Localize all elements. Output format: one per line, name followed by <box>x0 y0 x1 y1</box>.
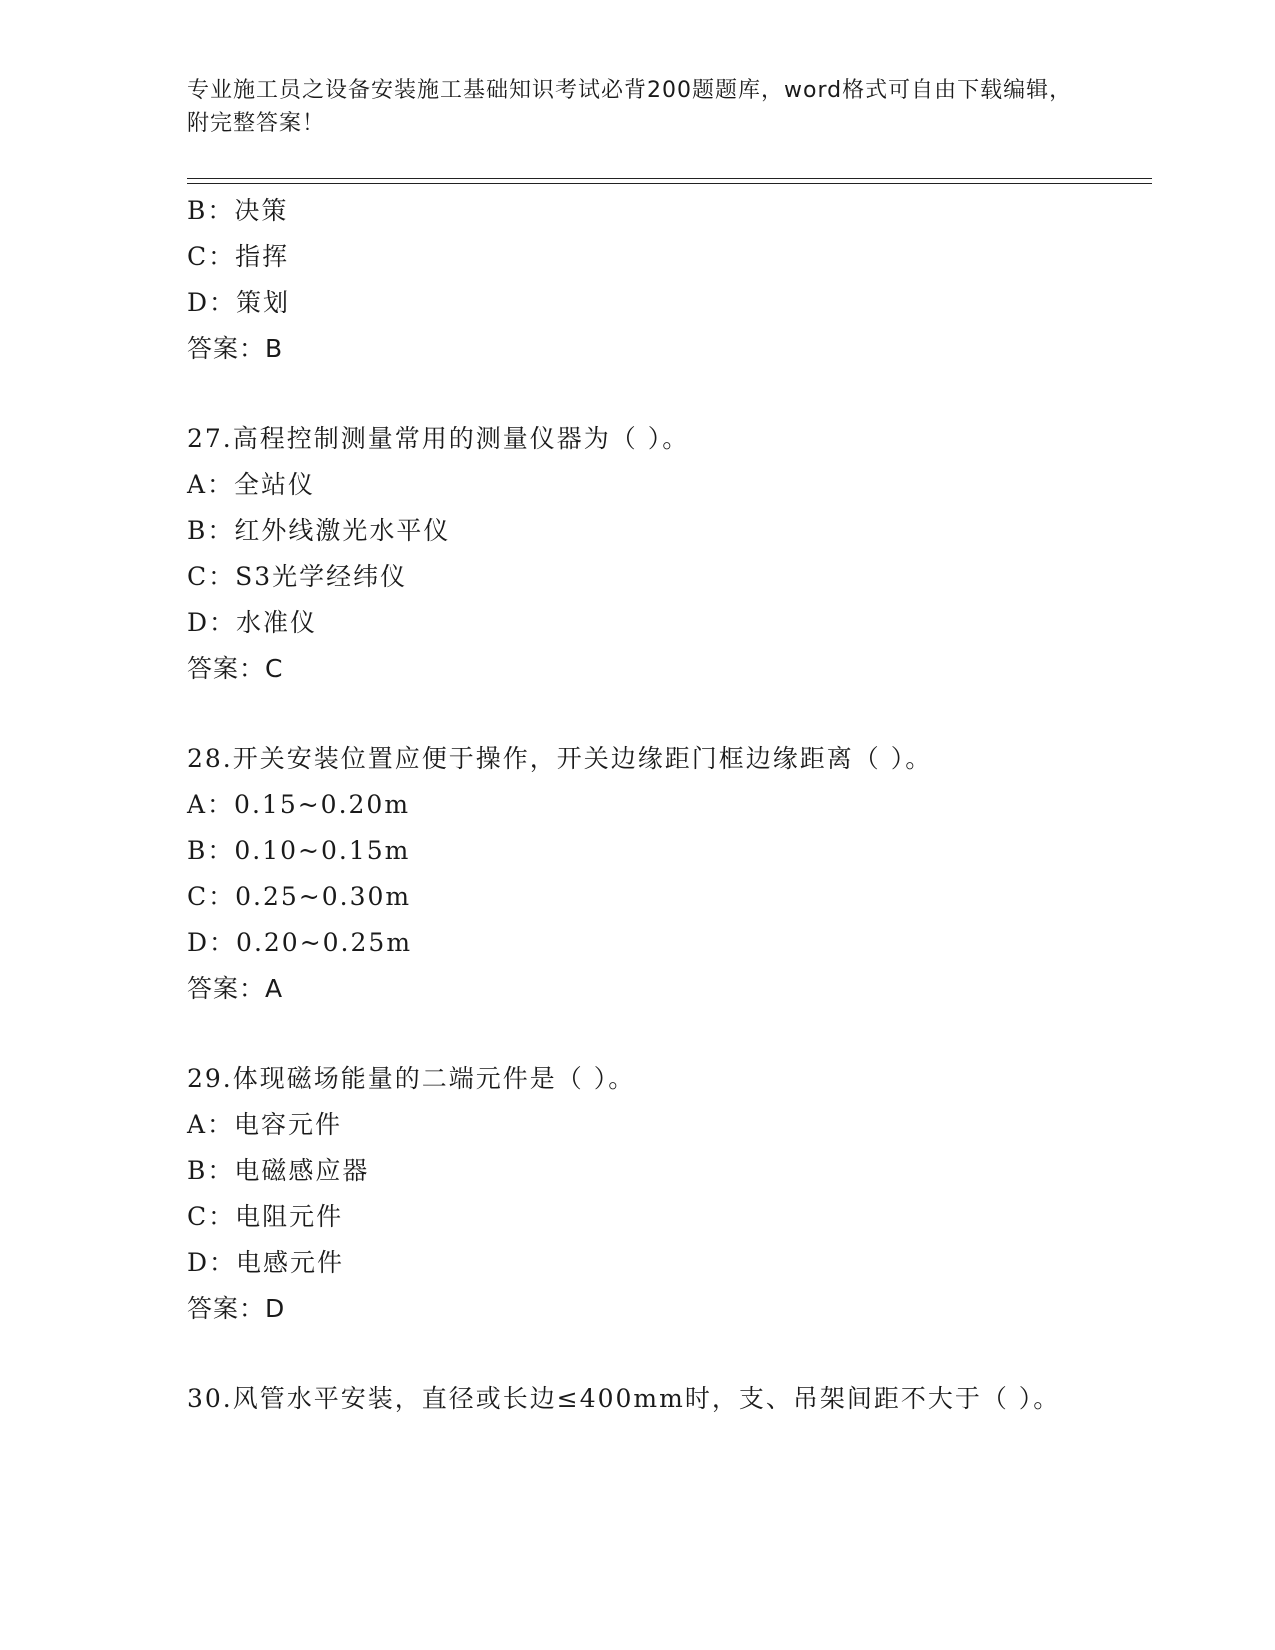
option-c: C：0.25~0.30m <box>187 882 412 911</box>
spacer <box>187 1012 1087 1056</box>
answer-line: 答案：D <box>187 1294 286 1323</box>
spacer <box>187 1332 1087 1376</box>
question-26-continuation <box>187 188 1087 372</box>
option-c: C：电阻元件 <box>187 1202 344 1231</box>
option-d: D：电感元件 <box>187 1248 345 1277</box>
option-d: D：0.20~0.25m <box>187 928 413 957</box>
option-c: C：指挥 <box>187 242 290 271</box>
question-30 <box>187 1376 1087 1422</box>
option-d: D：策划 <box>187 288 291 317</box>
question-stem: 30.风管水平安装，直径或长边≤400mm时，支、吊架间距不大于（ ）。 <box>187 1384 1061 1413</box>
question-list <box>187 188 1087 1422</box>
option-a: A：全站仪 <box>187 470 316 499</box>
header-divider-bottom <box>187 183 1152 184</box>
option-b: B：0.10~0.15m <box>187 836 411 865</box>
question-28 <box>187 736 1087 1012</box>
question-stem: 28.开关安装位置应便于操作，开关边缘距门框边缘距离（ ）。 <box>187 744 933 773</box>
answer-line: 答案：C <box>187 654 284 683</box>
option-b: B：决策 <box>187 196 289 225</box>
option-a: A：0.15~0.20m <box>187 790 411 819</box>
question-stem: 29.体现磁场能量的二端元件是（ ）。 <box>187 1064 636 1093</box>
question-stem: 27.高程控制测量常用的测量仪器为（ ）。 <box>187 424 690 453</box>
spacer <box>187 372 1087 416</box>
question-27 <box>187 416 1087 692</box>
option-b: B：电磁感应器 <box>187 1156 370 1185</box>
document-header: 专业施工员之设备安装施工基础知识考试必背200题题库，word格式可自由下载编辑，附完整答案！ <box>187 78 1073 136</box>
option-b: B：红外线激光水平仪 <box>187 516 451 545</box>
answer-line: 答案：A <box>187 974 284 1003</box>
answer-line: 答案：B <box>187 334 284 363</box>
option-d: D：水准仪 <box>187 608 318 637</box>
option-a: A：电容元件 <box>187 1110 343 1139</box>
spacer <box>187 692 1087 736</box>
option-c: C：S3光学经纬仪 <box>187 562 408 591</box>
header-divider-top <box>187 178 1152 179</box>
question-29 <box>187 1056 1087 1332</box>
